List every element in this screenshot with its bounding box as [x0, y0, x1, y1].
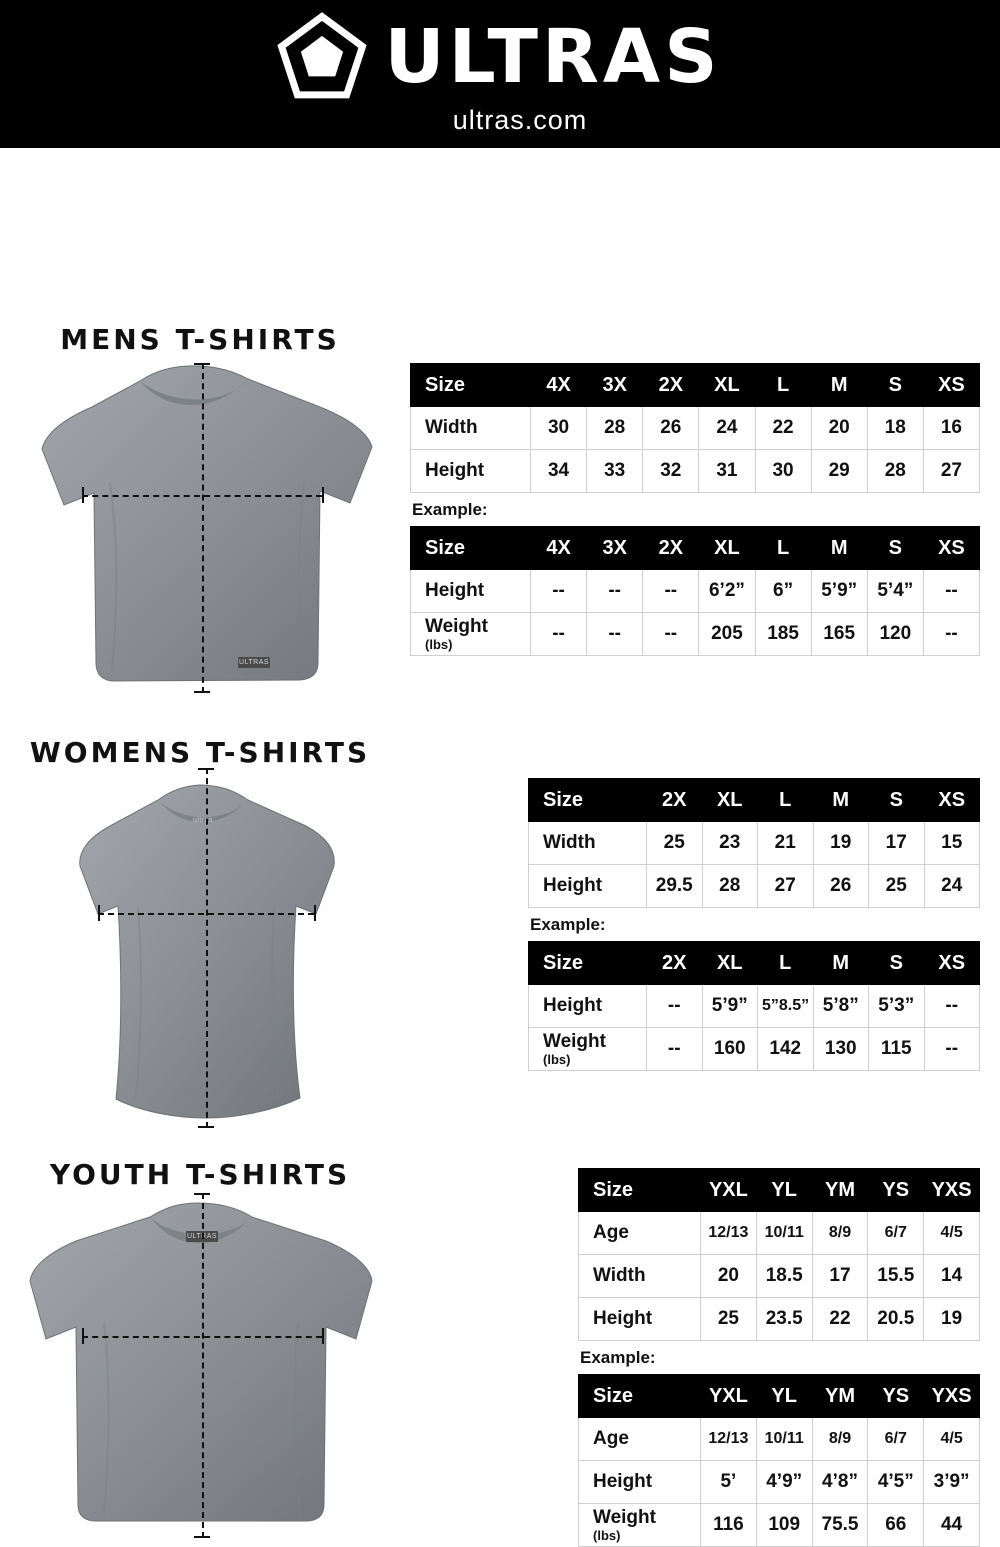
cell: 32: [643, 450, 699, 493]
cell: --: [587, 570, 643, 613]
cell: 25: [647, 822, 703, 865]
col-4x: 4X: [531, 527, 587, 570]
cell: 27: [923, 450, 979, 493]
cell: 17: [869, 822, 925, 865]
cell: 4’5”: [868, 1461, 924, 1504]
col-l: L: [758, 942, 814, 985]
col-size: Size: [579, 1375, 701, 1418]
cell: 10/11: [756, 1212, 812, 1255]
col-size: Size: [411, 527, 531, 570]
cell: 30: [531, 407, 587, 450]
row-label-height: Height: [411, 450, 531, 493]
cell: 20: [701, 1255, 757, 1298]
mens-height-tick-bottom: [194, 691, 210, 693]
cell: 24: [924, 865, 980, 908]
col-s: S: [869, 779, 925, 822]
cell: 17: [812, 1255, 868, 1298]
cell: 28: [702, 865, 758, 908]
cell: 28: [867, 450, 923, 493]
col-3x: 3X: [587, 364, 643, 407]
cell: 6/7: [868, 1418, 924, 1461]
col-xs: XS: [924, 779, 980, 822]
cell: 8/9: [812, 1212, 868, 1255]
row-label-weight-main: Weight: [543, 1031, 606, 1053]
mens-size-table: [410, 363, 980, 493]
mens-shirt-tag: ULTRAS: [238, 659, 270, 666]
cell: 115: [869, 1028, 925, 1071]
cell: 205: [699, 613, 755, 656]
cell: 31: [699, 450, 755, 493]
cell: 18.5: [756, 1255, 812, 1298]
col-xs: XS: [924, 942, 980, 985]
cell: 20.5: [868, 1298, 924, 1341]
cell: 142: [758, 1028, 814, 1071]
cell: 3’9”: [924, 1461, 980, 1504]
cell: 120: [867, 613, 923, 656]
cell: 12/13: [701, 1418, 757, 1461]
cell: --: [531, 613, 587, 656]
col-s: S: [869, 942, 925, 985]
table-row: [411, 613, 980, 656]
row-label-weight: [411, 613, 531, 656]
womens-size-table: [528, 778, 980, 908]
womens-shirt-tag: ultras: [192, 817, 214, 824]
mens-width-tick-right: [322, 487, 324, 503]
row-label-weight: [529, 1028, 647, 1071]
cell: 25: [869, 865, 925, 908]
cell: 109: [756, 1504, 812, 1547]
row-label-height: Height: [579, 1298, 701, 1341]
cell: 6/7: [868, 1212, 924, 1255]
col-xl: XL: [699, 527, 755, 570]
youth-size-table: [578, 1168, 980, 1341]
col-s: S: [867, 527, 923, 570]
row-label-weight-unit: (lbs): [425, 637, 453, 653]
brand-website: ultras.com: [452, 104, 588, 135]
youth-width-tick-right: [322, 1328, 324, 1344]
womens-example-table: [528, 941, 980, 1071]
cell: 34: [531, 450, 587, 493]
cell: 5’3”: [869, 985, 925, 1028]
cell: 22: [812, 1298, 868, 1341]
brand-title: ULTRAS: [384, 13, 722, 100]
col-size: Size: [411, 364, 531, 407]
row-label-height: Height: [529, 865, 647, 908]
cell: --: [923, 570, 979, 613]
mens-width-tick-left: [82, 487, 84, 503]
cell: 4/5: [924, 1212, 980, 1255]
row-label-width: Width: [579, 1255, 701, 1298]
cell: 5”8.5”: [758, 985, 814, 1028]
cell: 30: [755, 450, 811, 493]
mens-example-label: Example:: [412, 500, 488, 519]
col-yxs: YXS: [924, 1375, 980, 1418]
col-ys: YS: [868, 1169, 924, 1212]
table-row: [529, 1028, 980, 1071]
col-xs: XS: [923, 527, 979, 570]
youth-height-tick-bottom: [194, 1536, 210, 1538]
mens-section-title: MENS T-SHIRTS: [60, 323, 340, 356]
col-yl: YL: [756, 1375, 812, 1418]
row-label-height: Height: [529, 985, 647, 1028]
table-row: [411, 450, 980, 493]
mens-example-table: [410, 526, 980, 656]
youth-tshirt-illustration: [20, 1193, 390, 1543]
womens-size-table-wrap: [528, 778, 980, 1071]
col-2x: 2X: [643, 527, 699, 570]
cell: 15.5: [868, 1255, 924, 1298]
cell: 19: [924, 1298, 980, 1341]
cell: --: [924, 985, 980, 1028]
row-label-height: Height: [411, 570, 531, 613]
cell: 24: [699, 407, 755, 450]
cell: 16: [923, 407, 979, 450]
youth-section-title: YOUTH T-SHIRTS: [49, 1158, 351, 1191]
cell: 44: [924, 1504, 980, 1547]
cell: 66: [868, 1504, 924, 1547]
cell: 130: [813, 1028, 869, 1071]
col-m: M: [813, 779, 869, 822]
col-size: Size: [529, 942, 647, 985]
row-label-age: Age: [579, 1418, 701, 1461]
col-size: Size: [529, 779, 647, 822]
cell: 5’8”: [813, 985, 869, 1028]
table-row: [529, 822, 980, 865]
cell: 21: [758, 822, 814, 865]
cell: 27: [758, 865, 814, 908]
table-header-row: [411, 527, 980, 570]
row-label-width: Width: [529, 822, 647, 865]
col-ys: YS: [868, 1375, 924, 1418]
youth-height-line: [202, 1193, 204, 1538]
cell: 12/13: [701, 1212, 757, 1255]
table-row: [529, 865, 980, 908]
col-yxl: YXL: [701, 1169, 757, 1212]
cell: 116: [701, 1504, 757, 1547]
col-m: M: [811, 527, 867, 570]
mens-height-tick-top: [194, 363, 210, 365]
row-label-width: Width: [411, 407, 531, 450]
womens-example-label: Example:: [530, 915, 606, 934]
cell: --: [647, 1028, 703, 1071]
youth-shirt-tag: ULTRAS: [186, 1233, 218, 1240]
pentagon-logo-icon: [278, 13, 366, 101]
cell: 75.5: [812, 1504, 868, 1547]
womens-section-title: WOMENS T-SHIRTS: [29, 736, 371, 769]
youth-size-table-wrap: [578, 1168, 980, 1547]
row-label-weight-main: Weight: [425, 616, 488, 638]
cell: 160: [702, 1028, 758, 1071]
cell: 33: [587, 450, 643, 493]
cell: 26: [813, 865, 869, 908]
table-row: [411, 570, 980, 613]
row-label-weight-unit: (lbs): [543, 1052, 571, 1068]
col-l: L: [758, 779, 814, 822]
cell: 18: [867, 407, 923, 450]
table-header-row: [529, 942, 980, 985]
youth-example-label: Example:: [580, 1348, 656, 1367]
page-header: [0, 0, 1000, 148]
row-label-age: Age: [579, 1212, 701, 1255]
cell: --: [924, 1028, 980, 1071]
cell: 14: [924, 1255, 980, 1298]
cell: 20: [811, 407, 867, 450]
cell: 29: [811, 450, 867, 493]
cell: 19: [813, 822, 869, 865]
table-header-row: [529, 779, 980, 822]
col-3x: 3X: [587, 527, 643, 570]
table-row: [579, 1212, 980, 1255]
col-m: M: [813, 942, 869, 985]
cell: 23: [702, 822, 758, 865]
cell: 6”: [755, 570, 811, 613]
col-4x: 4X: [531, 364, 587, 407]
row-label-weight-unit: (lbs): [593, 1528, 621, 1544]
cell: 25: [701, 1298, 757, 1341]
cell: 6’2”: [699, 570, 755, 613]
col-s: S: [867, 364, 923, 407]
table-row: [579, 1298, 980, 1341]
womens-tshirt-illustration: [20, 768, 390, 1128]
womens-width-tick-left: [98, 905, 100, 921]
cell: 29.5: [647, 865, 703, 908]
cell: 23.5: [756, 1298, 812, 1341]
youth-height-tick-top: [194, 1193, 210, 1195]
col-yl: YL: [756, 1169, 812, 1212]
row-label-weight-main: Weight: [593, 1507, 656, 1529]
row-label-height: Height: [579, 1461, 701, 1504]
row-label-weight: [579, 1504, 701, 1547]
cell: 185: [755, 613, 811, 656]
table-header-row: [579, 1169, 980, 1212]
cell: 165: [811, 613, 867, 656]
cell: --: [587, 613, 643, 656]
cell: 10/11: [756, 1418, 812, 1461]
cell: 26: [643, 407, 699, 450]
table-row: [411, 407, 980, 450]
mens-size-table-wrap: [410, 363, 980, 656]
brand-row: [278, 13, 721, 101]
cell: 5’: [701, 1461, 757, 1504]
cell: --: [643, 613, 699, 656]
col-2x: 2X: [643, 364, 699, 407]
cell: 5’4”: [867, 570, 923, 613]
cell: 8/9: [812, 1418, 868, 1461]
col-xl: XL: [702, 779, 758, 822]
table-row: [579, 1504, 980, 1547]
mens-height-line: [202, 363, 204, 693]
cell: --: [647, 985, 703, 1028]
womens-height-tick-top: [198, 768, 214, 770]
col-xl: XL: [699, 364, 755, 407]
youth-example-table: [578, 1374, 980, 1547]
col-ym: YM: [812, 1169, 868, 1212]
cell: 15: [924, 822, 980, 865]
cell: --: [923, 613, 979, 656]
youth-width-tick-left: [82, 1328, 84, 1344]
table-header-row: [579, 1375, 980, 1418]
cell: 5’9”: [811, 570, 867, 613]
table-row: [529, 985, 980, 1028]
col-l: L: [755, 364, 811, 407]
col-2x: 2X: [647, 942, 703, 985]
mens-tshirt-illustration: [20, 363, 390, 703]
col-xl: XL: [702, 942, 758, 985]
cell: 4’9”: [756, 1461, 812, 1504]
table-row: [579, 1255, 980, 1298]
cell: --: [643, 570, 699, 613]
col-size: Size: [579, 1169, 701, 1212]
col-yxl: YXL: [701, 1375, 757, 1418]
cell: 22: [755, 407, 811, 450]
table-header-row: [411, 364, 980, 407]
table-row: [579, 1461, 980, 1504]
col-xs: XS: [923, 364, 979, 407]
col-2x: 2X: [647, 779, 703, 822]
table-row: [579, 1418, 980, 1461]
col-yxs: YXS: [924, 1169, 980, 1212]
cell: 4/5: [924, 1418, 980, 1461]
col-m: M: [811, 364, 867, 407]
cell: 28: [587, 407, 643, 450]
cell: --: [531, 570, 587, 613]
col-l: L: [755, 527, 811, 570]
womens-width-tick-right: [314, 905, 316, 921]
cell: 5’9”: [702, 985, 758, 1028]
womens-height-line: [206, 768, 208, 1128]
cell: 4’8”: [812, 1461, 868, 1504]
col-ym: YM: [812, 1375, 868, 1418]
womens-height-tick-bottom: [198, 1126, 214, 1128]
